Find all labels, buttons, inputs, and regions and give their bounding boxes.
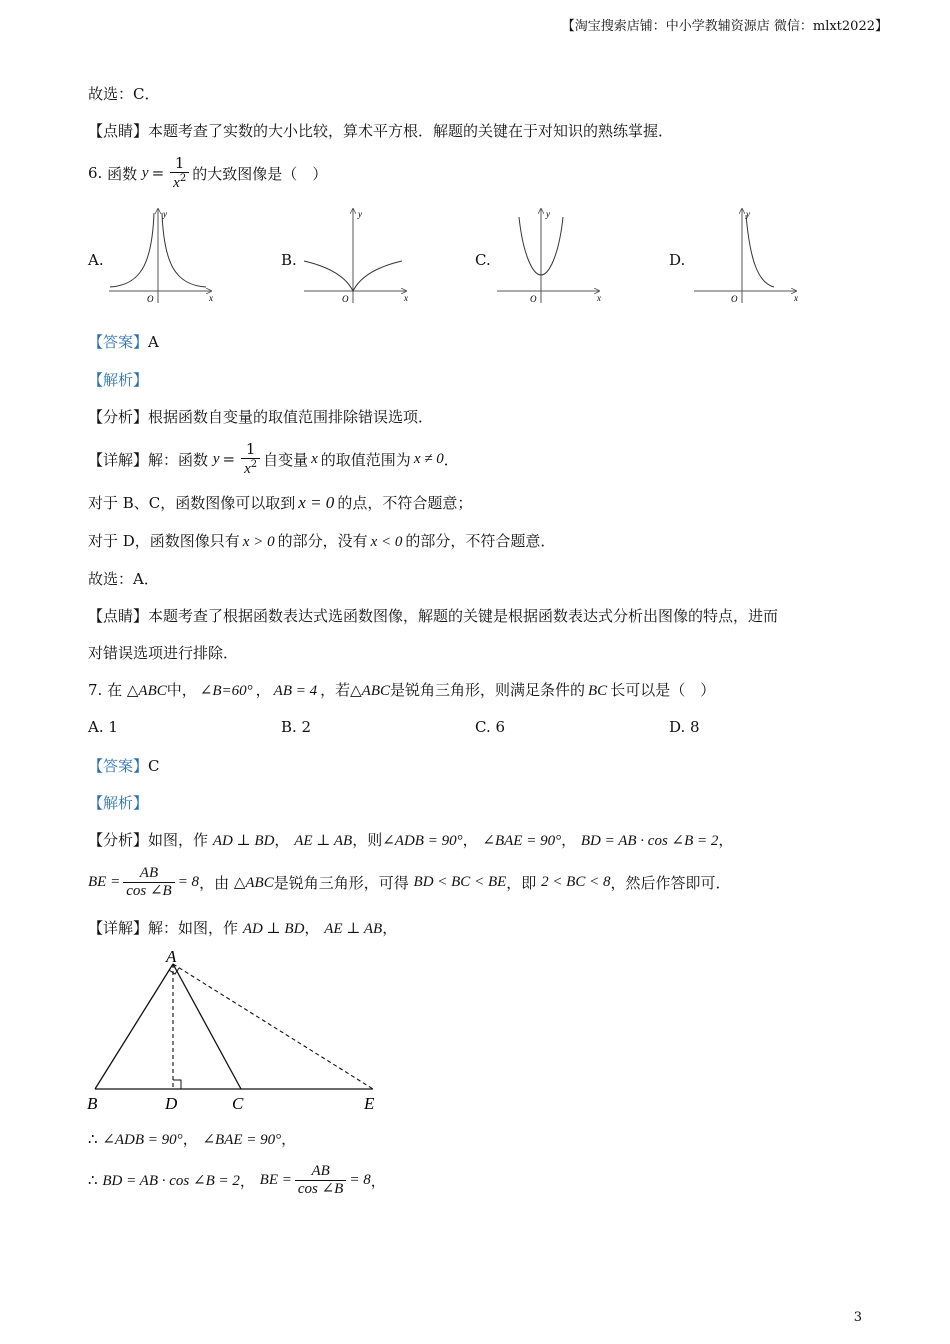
detail-text: 自变量 bbox=[263, 450, 309, 469]
func-eq: = bbox=[151, 164, 165, 182]
q7-answer: 【答案】C bbox=[88, 757, 160, 775]
q7-option-d: D. 8 bbox=[669, 718, 700, 736]
q6-choice: 故选：A． bbox=[88, 570, 159, 588]
q6-detail bbox=[88, 436, 459, 482]
q6-line-bc: 对于 B、C，函数图像可以取到 x = 0 的点，不符合题意； bbox=[88, 493, 473, 512]
line-ae bbox=[173, 964, 373, 1089]
fenxi-tag: 【分析】 bbox=[88, 408, 149, 426]
review-text: 本题考查了实数的大小比较，算术平方根．解题的关键在于对知识的熟练掌握． bbox=[148, 122, 674, 140]
func-fraction bbox=[170, 155, 189, 191]
q7-fenxi-line2: BE = $\frac{AB}{\cos \angle B}$ = 8 ，由 △ABC 是锐角三角形，可得 BD < BC < BE ，即 2 < BC < 8 ，然后作答即可． bbox=[88, 865, 731, 899]
origin-label: O bbox=[147, 294, 154, 304]
q7-option-c: C. 6 bbox=[475, 718, 506, 736]
header-note: 【淘宝搜索店铺：中小学教辅资源店 微信：mlxt2022】 bbox=[561, 19, 888, 34]
axis-y-label: y bbox=[746, 209, 750, 219]
label-b: B bbox=[87, 1094, 98, 1113]
q5-review bbox=[88, 120, 673, 141]
detail-text: 解：函数 bbox=[148, 450, 209, 469]
fraction: $\frac{AB}{\cos \angle B}$ bbox=[123, 865, 174, 899]
right-angle-mark-d bbox=[173, 1080, 181, 1089]
q6-review-line2: 对错误选项进行排除． bbox=[88, 644, 239, 662]
q7-detail: 【详解】解：如图，作 AD ⊥ BD， AE ⊥ AB， bbox=[88, 919, 398, 937]
func-fraction bbox=[241, 441, 260, 477]
review-tag: 【点睛】 bbox=[88, 122, 149, 140]
q7-option-a: A. 1 bbox=[88, 718, 118, 736]
origin-label: O bbox=[530, 294, 537, 304]
q7-option-b: B. 2 bbox=[281, 718, 312, 736]
question-number: 6. bbox=[88, 164, 103, 182]
curve-right bbox=[353, 261, 402, 291]
label-d: D bbox=[165, 1094, 178, 1113]
func-y: y bbox=[212, 450, 220, 467]
axis-y-label: y bbox=[546, 209, 550, 219]
stem-prefix: 函数 bbox=[107, 164, 138, 183]
triangle-figure bbox=[80, 948, 390, 1118]
q7-fenxi-line1: 【分析】如图，作 AD ⊥ BD， AE ⊥ AB，则∠ADB = 90°， ∠BAE = 90°， BD = AB · cos ∠B = 2， bbox=[88, 831, 734, 849]
axis-x-label: x bbox=[209, 293, 213, 303]
q7-analysis-tag: 【解析】 bbox=[88, 794, 149, 812]
graph-option-d bbox=[690, 205, 802, 305]
curve-left bbox=[110, 213, 154, 287]
fenxi-text: 根据函数自变量的取值范围排除错误选项． bbox=[148, 408, 434, 426]
curve-right bbox=[162, 213, 206, 287]
page-number: 3 bbox=[853, 1310, 862, 1325]
math-var: x bbox=[311, 450, 318, 467]
axis-y-label: y bbox=[163, 209, 167, 219]
graph-option-b bbox=[300, 205, 412, 305]
label-e: E bbox=[364, 1094, 375, 1113]
axis-x-label: x bbox=[794, 293, 798, 303]
graph-option-a bbox=[105, 205, 217, 305]
curve-right bbox=[746, 215, 774, 287]
axis-x-label: x bbox=[597, 293, 601, 303]
fraction: $\frac{AB}{\cos \angle B}$ bbox=[295, 1163, 346, 1197]
q5-choice: 故选：C． bbox=[88, 85, 160, 103]
label-a: A bbox=[166, 948, 177, 966]
q6-analysis-tag: 【解析】 bbox=[88, 371, 149, 389]
line-ab bbox=[95, 964, 173, 1089]
answer-tag: 【答案】 bbox=[88, 333, 149, 351]
graph-option-c bbox=[493, 205, 605, 305]
answer-value: A bbox=[148, 333, 159, 351]
q7-step2: ∴ BD = AB · cos ∠B = 2 ， BE = $\frac{AB}{\cos \angle B}$ = 8 ， bbox=[88, 1163, 386, 1197]
q6-answer bbox=[88, 331, 159, 352]
func-denominator: $x^2$ bbox=[173, 172, 187, 191]
origin-label: O bbox=[342, 294, 349, 304]
q7-stem: 7. 在 △ABC中， ∠B=60° ， AB = 4 ，若△ABC是锐角三角形，则满足条件的 BC 长可以是（ ） bbox=[88, 681, 716, 699]
axis-y-label: y bbox=[358, 209, 362, 219]
math-expr: x ≠ 0 bbox=[413, 450, 444, 467]
func-denominator: $x^2$ bbox=[244, 458, 258, 477]
func-y: y bbox=[141, 164, 149, 181]
func-numerator: 1 bbox=[170, 155, 189, 173]
q6-fenxi bbox=[88, 406, 433, 427]
func-eq: = bbox=[222, 450, 236, 468]
option-d-label: D. bbox=[669, 251, 686, 269]
option-b-label: B. bbox=[281, 251, 297, 269]
stem-suffix: 的大致图像是（ ） bbox=[192, 164, 328, 183]
q6-review-line1: 【点睛】本题考查了根据函数表达式选函数图像，解题的关键是根据函数表达式分析出图像的特点，进而 bbox=[88, 607, 779, 625]
label-c: C bbox=[232, 1094, 244, 1113]
q6-stem bbox=[88, 150, 327, 196]
axis-x-label: x bbox=[404, 293, 408, 303]
func-numerator: 1 bbox=[241, 441, 260, 459]
q6-line-d: 对于 D，函数图像只有 x > 0 的部分，没有 x < 0 的部分，不符合题意． bbox=[88, 532, 556, 550]
option-c-label: C. bbox=[475, 251, 491, 269]
detail-tag: 【详解】 bbox=[88, 450, 149, 469]
option-a-label: A. bbox=[88, 251, 104, 269]
line-ac bbox=[173, 964, 241, 1089]
q7-step1: ∴ ∠ADB = 90°， ∠BAE = 90°， bbox=[88, 1130, 297, 1148]
curve-left bbox=[304, 261, 353, 291]
detail-text: ． bbox=[443, 450, 459, 469]
detail-text: 的取值范围为 bbox=[320, 450, 411, 469]
origin-label: O bbox=[731, 294, 738, 304]
